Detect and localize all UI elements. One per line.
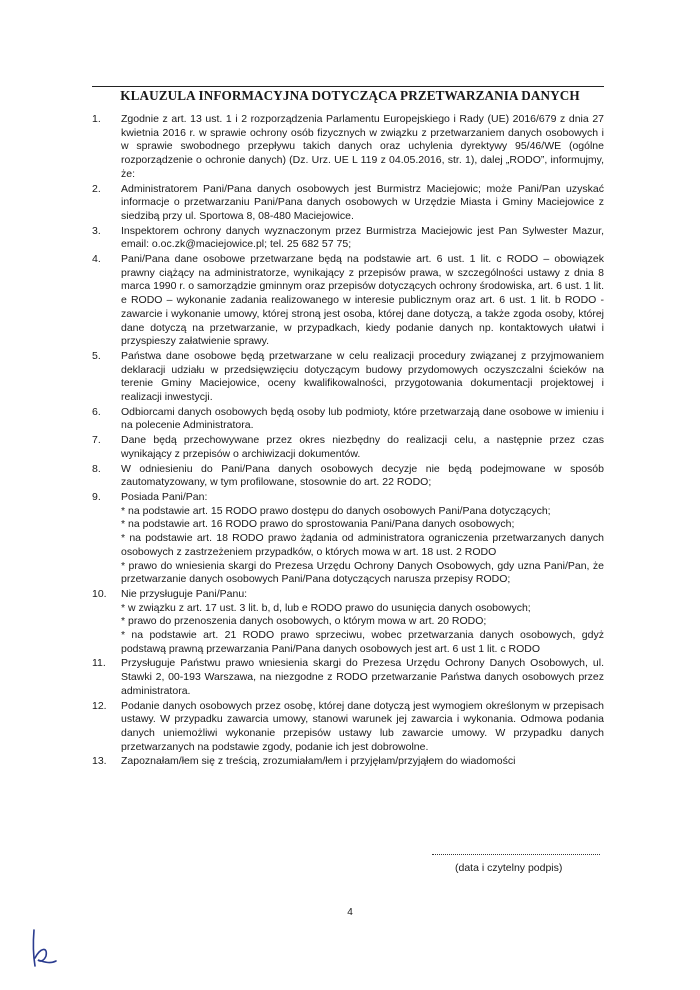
clause-text: [121, 700, 604, 755]
top-rule: [92, 86, 604, 87]
clause-number: 8.: [92, 462, 101, 475]
clause-line: * prawo do przenoszenia danych osobowych, o którym mowa w art. 20 RODO;: [121, 615, 487, 628]
clause-line: * na podstawie art. 21 RODO prawo sprzeciwu, wobec przetwarzania danych osobowych, gdyż podstawą prawną przewarzania Pani/Pana danych osobowych jest art. 6 ust 1 lit. c RODO: [121, 629, 604, 655]
clause-line: * na podstawie art. 18 RODO prawo żądania od administratora ograniczenia przetwarzanych danych osobowych z zastrzeżeniem przypadków, o których mowa w art. 18 ust. 2 RODO: [121, 532, 604, 558]
clause-item: [92, 491, 604, 587]
clause-item: [92, 700, 604, 755]
clause-item: [92, 225, 604, 252]
clause-item: [92, 350, 604, 405]
clause-number: 10.: [92, 587, 107, 600]
clause-item: [92, 588, 604, 657]
clause-line: Dane będą przechowywane przez okres niezbędny do realizacji celu, a następnie przez czas wynikający z przepisów o archiwizacji dokumentów.: [121, 434, 604, 460]
clause-number: 13.: [92, 755, 107, 768]
handwritten-initials-icon: [28, 928, 58, 968]
clause-line: * na podstawie art. 15 RODO prawo dostępu do danych osobowych Pani/Pana dotyczących;: [121, 504, 551, 517]
clause-text: [121, 113, 604, 182]
clause-line: Przysługuje Państwu prawo wniesienia skargi do Prezesa Urzędu Ochrony Danych Osobowych, ul. Stawki 2, 00-193 Warszawa, na niezgodne z RODO przetwarzanie Państwa danych osobowych przez administratora.: [121, 657, 604, 697]
signature-caption: (data i czytelny podpis): [455, 862, 563, 874]
clause-line: Zgodnie z art. 13 ust. 1 i 2 rozporządzenia Parlamentu Europejskiego i Rady (UE) 2016/679 z dnia 27 kwietnia 2016 r. w sprawie ochrony osób fizycznych w związku z przetwarzaniem danych osobowych i w sprawie swobodnego przepływu takich danych oraz uchylenia dyrektywy 95/46/WE (ogólne rozporządzenie o ochronie danych) (Dz. Urz. UE L 119 z 04.05.2016, str. 1), dalej „RODO”, informujmy, że:: [121, 113, 604, 180]
clause-number: 12.: [92, 699, 107, 712]
clause-number: 1.: [92, 113, 101, 125]
clause-number: 3.: [92, 224, 101, 237]
clause-text: [121, 350, 604, 405]
page-title: KLAUZULA INFORMACYJNA DOTYCZĄCA PRZETWARZANIA DANYCH: [120, 88, 580, 103]
clause-line: Nie przysługuje Pani/Panu:: [121, 587, 248, 600]
clause-line: * w związku z art. 17 ust. 3 lit. b, d, lub e RODO prawo do usunięcia danych osobowych;: [121, 601, 531, 614]
clause-number: 9.: [92, 490, 101, 503]
clause-line: Inspektorem ochrony danych wyznaczonym przez Burmistrza Maciejowic jest Pan Sylwester Mazur, email: o.oc.zk@maciejowice.pl; tel. 25 682 57 75;: [121, 224, 604, 251]
page-number: 4: [347, 907, 353, 918]
clause-item: [92, 755, 604, 769]
clause-line: Państwa dane osobowe będą przetwarzane w celu realizacji procedury związanej z przyjmowaniem deklaracji udziału w przedsięwzięciu dotyczącym budowy przydomowych oczyszczalni ścieków na terenie Gminy Maciejowice, oceny kwalifikowalności, przygotowania dokumentacji projektowej i realizacji inwestycji.: [121, 349, 604, 404]
signature-line: [432, 850, 600, 855]
clause-line: Administratorem Pani/Pana danych osobowych jest Burmistrz Maciejowic; może Pani/Pan uzyskać informacje o przetwarzaniu Pani/Pana danych osobowych w Urzędzie Miasta i Gminy Maciejowice z siedzibą przy ul. Sportowa 8, 08-480 Maciejowice.: [121, 182, 604, 222]
clause-text: [121, 225, 604, 252]
clause-line: Zapoznałam/łem się z treścią, zrozumiałam/łem i przyjęłam/przyjąłem do wiadomości: [121, 755, 516, 768]
clause-line: Posiada Pani/Pan:: [121, 490, 208, 503]
clause-text: [121, 253, 604, 349]
clause-text: [121, 406, 604, 433]
clause-line: Podanie danych osobowych przez osobę, której dane dotyczą jest wymogiem określonym w przepisach ustawy. W przypadku zawarcia umowy, stanowi warunek jej zawarcia i wykonania. Odmowa podania danych uniemożliwi wykonanie przepisów ustawy lub zawarcie umowy. W przypadku danych przetwarzanych na podstawie zgody, podanie ich jest dobrowolne.: [121, 699, 604, 753]
clause-text: [121, 588, 604, 657]
clause-item: [92, 253, 604, 349]
clause-number: 6.: [92, 405, 101, 418]
clause-item: [92, 406, 604, 433]
clause-line: * na podstawie art. 16 RODO prawo do sprostowania Pani/Pana danych osobowych;: [121, 518, 515, 531]
clause-list: [92, 113, 604, 770]
clause-line: W odniesieniu do Pani/Pana danych osobowych decyzje nie będą podejmowane w sposób zautomatyzowany, w tym profilowane, stosownie do art. 22 RODO;: [121, 462, 604, 489]
clause-number: 11.: [92, 657, 106, 670]
clause-number: 2.: [92, 182, 101, 195]
clause-number: 7.: [92, 434, 101, 447]
clause-number: 5.: [92, 349, 101, 362]
clause-text: [121, 657, 604, 698]
clause-line: * prawo do wniesienia skargi do Prezesa Urzędu Ochrony Danych Osobowych, gdy uzna Pani/Pan, że przetwarzanie danych osobowych Pani/Pana dotyczących narusza przepisy RODO;: [121, 559, 604, 586]
clause-line: Odbiorcami danych osobowych będą osoby lub podmioty, które przetwarzają dane osobowe w imieniu i na polecenie Administratora.: [121, 405, 604, 432]
clause-text: [121, 755, 604, 769]
clause-text: [121, 491, 604, 587]
clause-item: [92, 463, 604, 490]
clause-item: [92, 657, 604, 698]
clause-text: [121, 183, 604, 224]
clause-number: 4.: [92, 253, 101, 266]
clause-item: [92, 113, 604, 182]
clause-text: [121, 463, 604, 490]
clause-item: [92, 434, 604, 461]
clause-text: [121, 434, 604, 461]
clause-item: [92, 183, 604, 224]
clause-line: Pani/Pana dane osobowe przetwarzane będą na podstawie art. 6 ust. 1 lit. c RODO – obowiązek prawny ciążący na administratorze, wynikający z przepisów prawa, w szczególności ustawy z dnia 8 marca 1990 r. o samorządzie gminnym oraz przepisów dotyczących ochrony środowiska, art. 6 ust. 1 lit. e RODO – wykonanie zadania realizowanego w interesie publicznym oraz art. 6 ust. 1 lit. b RODO - zawarcie i wykonanie umowy, której stroną jest osoba, której dane dotyczą, a także zgoda osoby, której dane dotyczą na przetwarzanie, w przypadkach, kiedy podanie danych np. kontaktowych ułatwi i przyspieszy załatwienie sprawy.: [121, 253, 604, 348]
